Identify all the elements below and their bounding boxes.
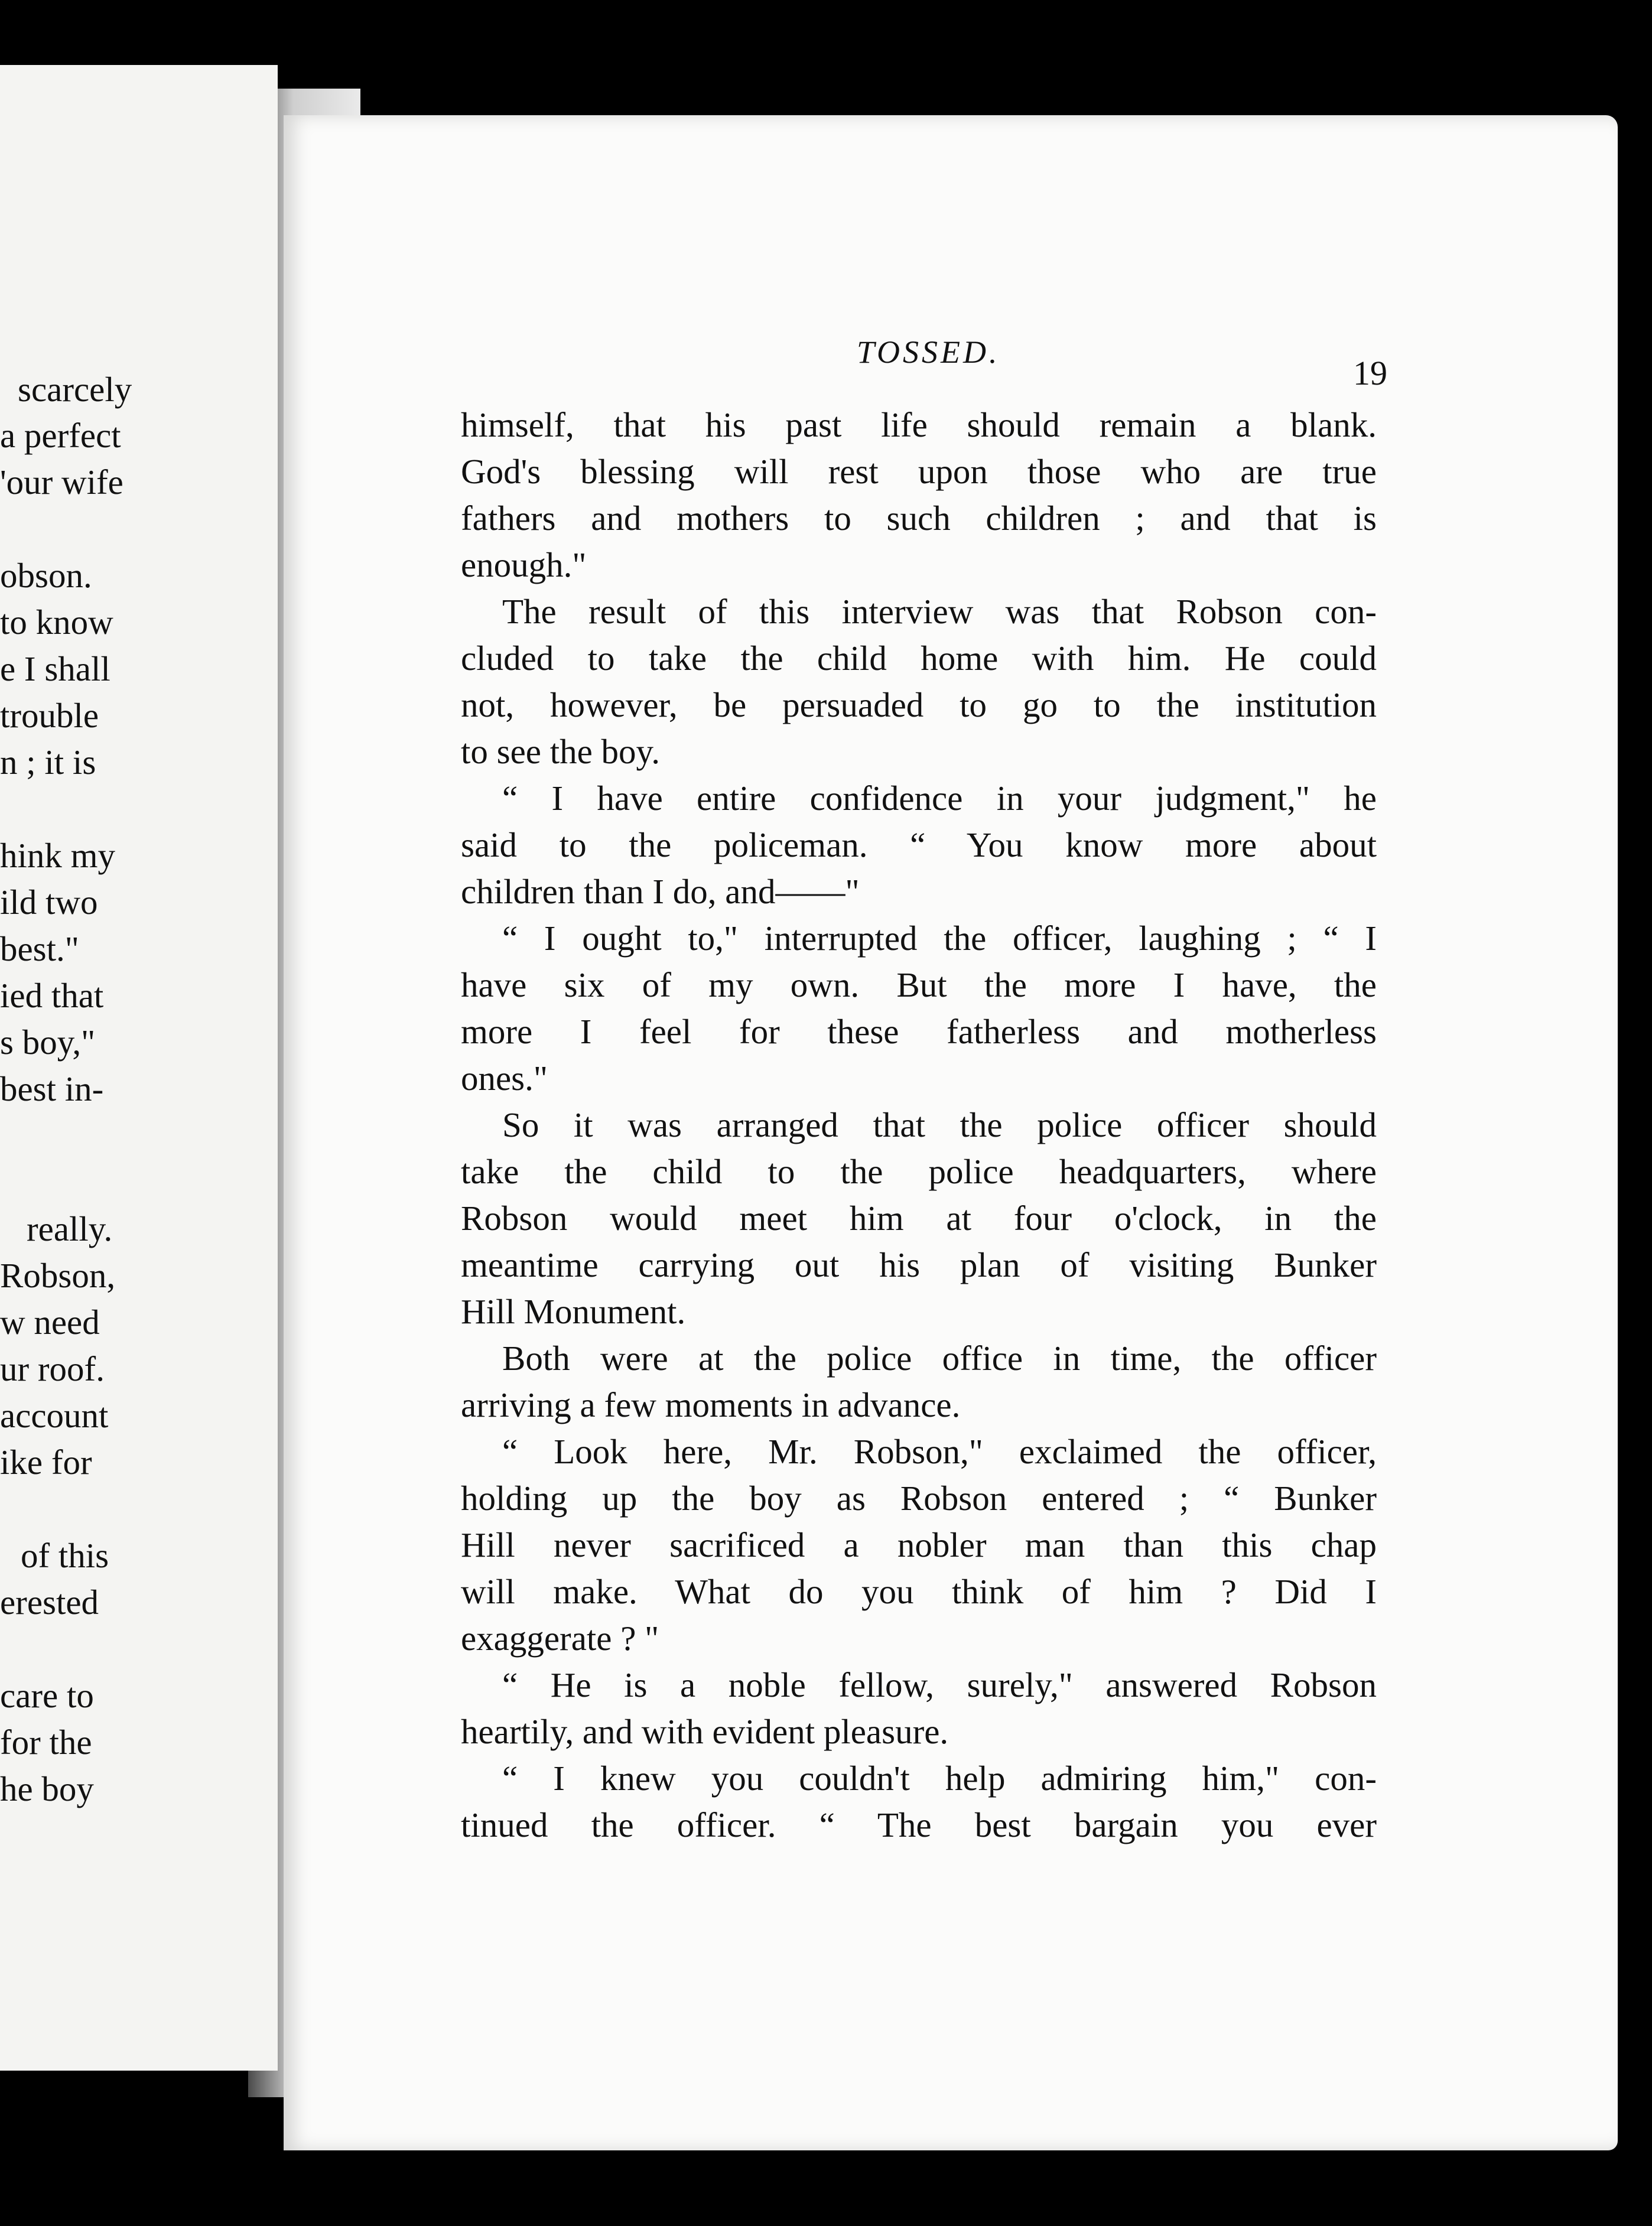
left-line: ild two <box>0 883 98 922</box>
text-line: holding up the boy as Robson entered ; “ Bunker <box>461 1479 1377 1518</box>
left-line: ur roof. <box>0 1349 105 1388</box>
text-line: tinued the officer. “ The best bargain you ever <box>461 1805 1377 1844</box>
text-line: Hill Monument. <box>461 1292 686 1331</box>
text-line: to see the boy. <box>461 732 660 771</box>
left-line: obson. <box>0 556 92 595</box>
left-line: ike for <box>0 1443 92 1482</box>
text-line: Robson would meet him at four o'clock, in the <box>461 1199 1377 1238</box>
text-line: ones." <box>461 1059 548 1098</box>
text-line: take the child to the police headquarters, where <box>461 1152 1377 1191</box>
left-line: to know <box>0 603 113 642</box>
left-line: ied that <box>0 976 104 1015</box>
text-line: more I feel for these fatherless and motherless <box>461 1012 1377 1051</box>
left-line: erested <box>0 1583 99 1622</box>
text-line: “ He is a noble fellow, surely," answered Robson <box>502 1665 1377 1704</box>
text-line: “ Look here, Mr. Robson," exclaimed the officer, <box>502 1432 1377 1471</box>
text-line: himself, that his past life should remain a blank. <box>461 405 1377 444</box>
text-line: fathers and mothers to such children ; and that is <box>461 499 1377 538</box>
running-header: TOSSED. <box>857 334 1000 370</box>
left-line: s boy," <box>0 1023 96 1062</box>
text-line: The result of this interview was that Robson con- <box>502 592 1377 631</box>
text-line: So it was arranged that the police officer should <box>502 1105 1377 1144</box>
left-line: 'our wife <box>0 463 123 502</box>
left-line: really. <box>27 1209 113 1248</box>
text-line: Hill never sacrificed a nobler man than this chap <box>461 1525 1377 1564</box>
left-line: scarcely <box>18 370 132 409</box>
left-line: Robson, <box>0 1256 116 1295</box>
left-line: account <box>0 1396 109 1435</box>
left-line: e I shall <box>0 649 110 688</box>
text-line: Both were at the police office in time, the officer <box>502 1339 1377 1378</box>
left-line: hink my <box>0 836 116 875</box>
text-line: exaggerate ? " <box>461 1619 659 1658</box>
text-line: enough." <box>461 545 587 584</box>
left-line: w need <box>0 1303 100 1342</box>
text-line: said to the policeman. “ You know more about <box>461 825 1377 864</box>
text-line: “ I ought to," interrupted the officer, laughing ; “ I <box>502 919 1377 958</box>
left-line: a perfect <box>0 416 121 455</box>
text-line: arriving a few moments in advance. <box>461 1385 961 1424</box>
left-line: he boy <box>0 1769 94 1808</box>
left-line: care to <box>0 1676 94 1715</box>
left-line: n ; it is <box>0 743 96 782</box>
text-line: have six of my own. But the more I have, the <box>461 965 1377 1004</box>
text-line: not, however, be persuaded to go to the institution <box>461 685 1377 724</box>
page-number: 19 <box>1353 354 1387 392</box>
text-line: heartily, and with evident pleasure. <box>461 1712 949 1751</box>
text-line: will make. What do you think of him ? Did I <box>461 1572 1377 1611</box>
text-line: God's blessing will rest upon those who are true <box>461 452 1377 491</box>
left-line: best." <box>0 929 79 968</box>
left-line: for the <box>0 1723 92 1762</box>
left-page <box>0 65 278 2071</box>
text-line: “ I have entire confidence in your judgment," he <box>502 779 1377 818</box>
left-line: best in- <box>0 1069 104 1108</box>
text-line: cluded to take the child home with him. He could <box>461 639 1377 678</box>
left-line: trouble <box>0 696 99 735</box>
left-line: of this <box>21 1536 109 1575</box>
text-line: “ I knew you couldn't help admiring him," con- <box>502 1759 1377 1798</box>
text-line: children than I do, and——" <box>461 872 860 911</box>
text-line: meantime carrying out his plan of visiting Bunker <box>461 1245 1377 1284</box>
